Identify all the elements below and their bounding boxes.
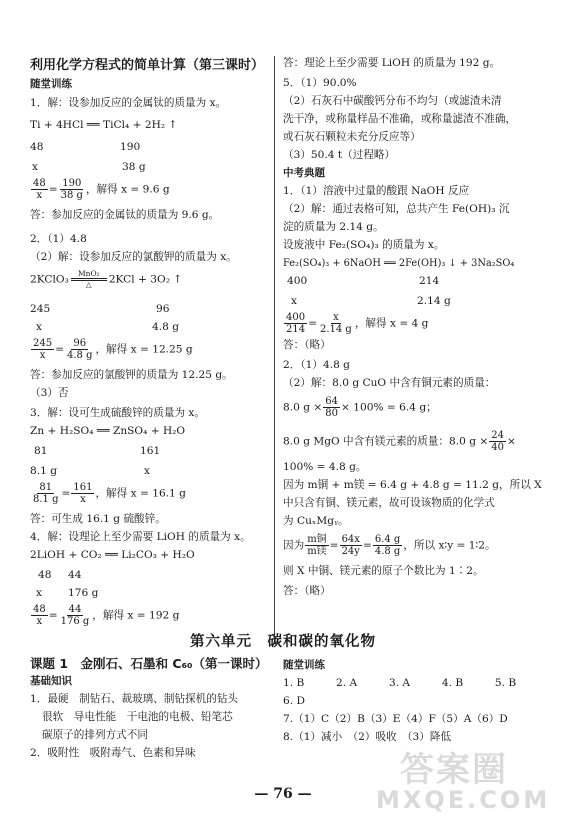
q4-proportion: $\frac{48}{x}$ = $\frac{44}{176 g}$ ，解得 x = 192 g [33,604,180,627]
q1-setup: 1．解：设参加反应的金属钛的质量为 x。 [30,97,227,109]
p2-magnesium-calc: 8.0 g MgO 中含有镁元素的质量：8.0 g × $\frac{24}{40}$ × [283,430,516,453]
p1-mass-1: 400 [287,275,308,287]
section-heading: 中考典题 [283,167,325,179]
q1-equation: Ti + 4HCl ══ TiCl₄ + 2H₂ ↑ [30,119,178,131]
q2-given: 4.8 g [152,321,179,333]
p2-line8: 为 CuₓMgᵧ。 [283,515,349,527]
p1-given: 2.14 g [417,295,451,307]
section-heading: 随堂训练 [283,659,325,671]
q5-part3: （3）50.4 t（过程略） [283,149,396,161]
q1-proportion: $\frac{48}{x}$ = $\frac{190}{38 g}$ ，解得 x = 9.6 g [33,178,170,201]
q2-part1: 2．（1）4.8 [30,233,87,245]
q2-mass-1: 245 [30,303,51,315]
p1-unknown: x [291,295,297,307]
q3-mass-2: 161 [140,445,161,457]
q3-equation: Zn + H₂SO₄ ══ ZnSO₄ + H₂O [30,425,186,437]
answer-8: 8.（1）减小 （2）吸收 （3）降低 [283,731,452,743]
answer-7: 7.（1）C（2）B（3）E（4）F（5）A（6）D [283,713,508,725]
p2-answer: 答：（略） [283,585,331,597]
section-heading: 基础知识 [30,675,72,687]
watermark-url: MXQE.COM [376,786,551,814]
q2-part3: （3）否 [30,387,69,399]
column-divider [274,56,275,634]
q3-mass-1: 81 [34,445,48,457]
q4-mass-1: 48 [38,569,52,581]
b2-line: 2．吸附性 吸附毒气、色素和异味 [30,747,196,759]
q4-equation: 2LiOH + CO₂ ══ Li₂CO₃ + H₂O [30,549,195,561]
p2-part1: 2．（1）4.8 g [283,359,350,371]
p2-ratio: 因为 $\frac{\text{m铜}}{\text{m镁}}$ = $\frac{64x}{24y}$ = $\frac{6.4 g}{4.8 g}$ ，所以 x∶y = 1∶2。 [283,534,496,557]
q3-proportion: $\frac{81}{8.1 g}$ = $\frac{161}{x}$ ，解得 x = 16.1 g [33,482,186,505]
q1-given: 38 g [122,161,146,173]
p1-proportion: $\frac{400}{214}$ = $\frac{x}{2.14 g}$ ，解得 x = 4 g [286,312,429,335]
section-heading: 随堂训练 [30,78,72,90]
p2-copper-calc: 8.0 g × $\frac{64}{80}$ × 100% = 6.4 g； [283,396,437,419]
p2-magnesium-result: 100% = 4.8 g。 [283,461,367,473]
p1-mass-2: 214 [419,275,440,287]
q5-part2-line1: （2）石灰石中碳酸钙分布不均匀（或滤渣未清 [283,95,502,107]
p2-line6: 因为 m铜 + m镁 = 6.4 g + 4.8 g = 11.2 g，所以 X [283,479,542,491]
q3-given: 8.1 g [30,465,57,477]
b1-line1: 1．最硬 制钻石、裁玻璃、制钻探机的钻头 [30,693,239,705]
q4-answer: 答：理论上至少需要 LiOH 的质量为 192 g。 [283,57,501,69]
q2-part2: （2）解：设参加反应的氯酸钾的质量为 x。 [30,251,237,263]
p1-part2-line2: 淀的质量为 2.14 g。 [283,221,384,233]
lesson-title: 利用化学方程式的简单计算（第三课时） [30,58,265,73]
p1-part2-line1: （2）解：通过表格可知，总共产生 Fe(OH)₃ 沉 [283,203,510,215]
q1-unknown: x [32,161,38,173]
q2-unknown: x [36,321,42,333]
answer-6: 6. D [283,695,305,707]
q3-setup: 3．解：设可生成硫酸锌的质量为 x。 [30,407,205,419]
p1-part1: 1．（1）溶液中过量的酸跟 NaOH 反应 [283,185,470,197]
q2-equation: 2KClO₃ MnO₂ △ 2KCl + 3O₂ ↑ [30,269,183,289]
q4-given: 176 g [68,587,99,599]
p1-answer: 答：（略） [283,339,331,351]
p1-setup: 设废液中 Fe₂(SO₄)₃ 的质量为 x。 [283,239,445,251]
page-number: — 76 — [254,786,312,802]
q5-part1: 5．（1）90.0% [283,77,357,89]
q2-mass-2: 96 [156,303,170,315]
q1-answer: 答：参加反应的金属钛的质量为 9.6 g。 [30,209,220,221]
p1-equation: Fe₂(SO₄)₃ + 6NaOH ══ 2Fe(OH)₃ ↓ + 3Na₂SO₄ [283,258,515,269]
q2-answer: 答：参加反应的氯酸钾的质量为 12.25 g。 [30,369,233,381]
q3-unknown: x [144,465,150,477]
unit-title: 第六单元 碳和碳的氧化物 [190,634,376,650]
p2-part2: （2）解：8.0 g CuO 中含有铜元素的质量： [283,377,496,389]
b1-line2: 很软 导电性能 干电池的电极、铅笔芯 [42,711,233,723]
answers-1-5: 1. B 2. A 3. A 4. B 5. B [283,677,517,689]
q5-part2-line2: 洗干净，或称量样品不准确，或称量滤渣不准确， [283,113,517,125]
q5-part2-line3: 或石灰石颗粒未充分反应等） [283,131,421,143]
q4-unknown: x [36,587,42,599]
q4-mass-2: 44 [68,569,82,581]
p2-conclusion: 则 X 中铜、镁元素的原子个数比为 1∶2。 [283,565,484,577]
q1-mass-1: 48 [30,141,44,153]
q4-setup: 4．解：设理论上至少需要 LiOH 的质量为 x。 [30,531,251,543]
q2-proportion: $\frac{245}{x}$ = $\frac{96}{4.8 g}$ ，解得 x = 12.25 g [33,338,193,361]
lesson-title: 课题 1 金刚石、石墨和 C₆₀（第一课时） [30,656,268,671]
b1-line3: 碳原子的排列方式不同 [42,729,148,741]
q3-answer: 答：可生成 16.1 g 硫酸锌。 [30,513,166,525]
watermark-logo: 答案圈 [400,750,508,790]
p2-line7: 中只含有铜、镁元素，故可设该物质的化学式 [283,497,495,509]
q1-mass-2: 190 [120,141,141,153]
